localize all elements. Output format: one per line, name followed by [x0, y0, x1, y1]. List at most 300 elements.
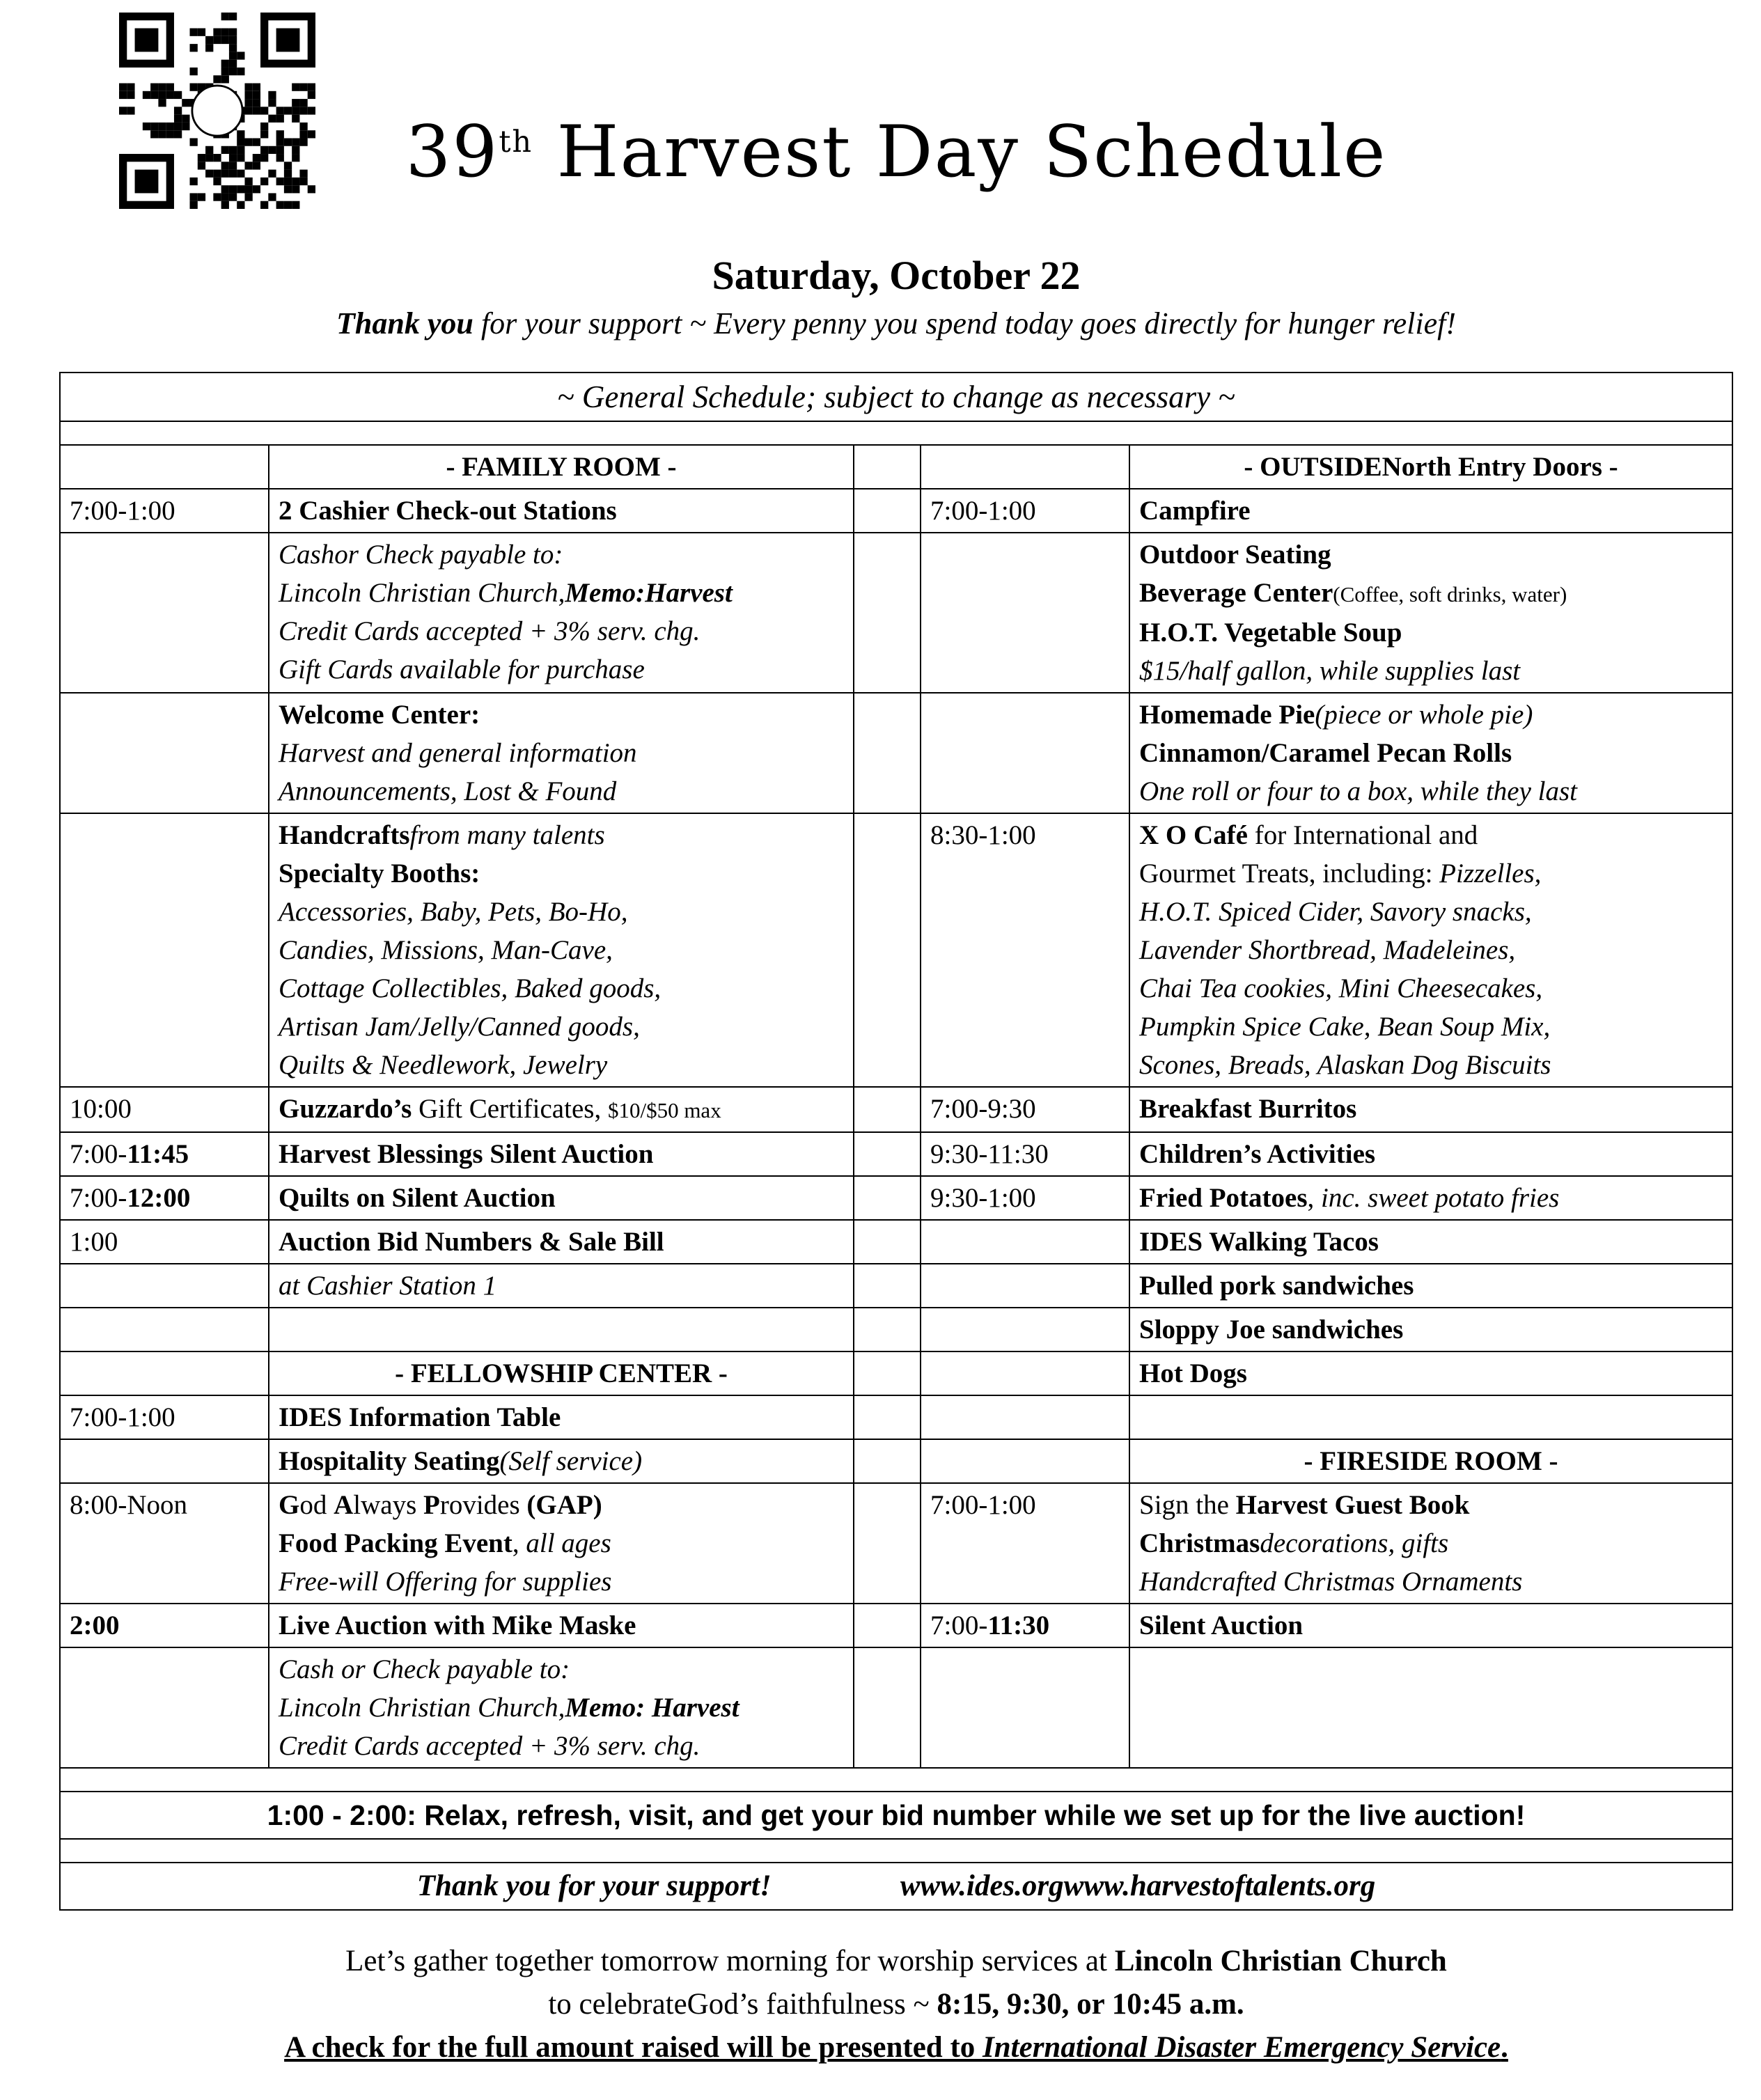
text-segment: Artisan Jam/Jelly/Canned goods, [279, 1012, 640, 1042]
content-cell-left [269, 489, 854, 533]
content-cell-left [269, 533, 854, 693]
text-line [279, 931, 844, 969]
text-segment: 11:45 [127, 1139, 189, 1169]
table-row [60, 1768, 1732, 1792]
text-segment: Christmas [1139, 1528, 1260, 1558]
text-segment: from many talents [409, 820, 605, 850]
content-cell-right [1129, 489, 1732, 533]
title-text: Harvest Day Schedule [533, 111, 1387, 194]
table-row [60, 533, 1732, 693]
text-line [1139, 613, 1723, 652]
text-segment: 9:30-11:30 [930, 1139, 1049, 1169]
text-segment: Cash or Check payable to: [279, 1654, 570, 1684]
footer-line-2 [59, 1983, 1733, 2026]
time-cell-left [60, 1439, 269, 1483]
time-cell-left [60, 1176, 269, 1220]
content-cell-right [1129, 1308, 1732, 1351]
text-line [279, 612, 844, 650]
text-segment: Sloppy Joe sandwiches [1139, 1315, 1404, 1345]
text-line [1139, 969, 1723, 1008]
spacer-cell [60, 1839, 1732, 1863]
text-segment: (Self service) [499, 1446, 643, 1476]
text-line [279, 1442, 844, 1480]
text-segment: Memo:Harvest [565, 578, 733, 608]
text-line [1139, 854, 1723, 893]
content-cell-left [269, 1264, 854, 1308]
text-segment: inc. sweet potato fries [1321, 1183, 1560, 1213]
content-cell-left [269, 1604, 854, 1647]
text-line [279, 1486, 844, 1524]
gap-cell [854, 1647, 921, 1768]
content-cell-right [1129, 1087, 1732, 1132]
content-cell-right [1129, 445, 1732, 489]
text-line [279, 1650, 844, 1688]
text-segment: Pulled pork sandwiches [1139, 1271, 1414, 1301]
text-segment: Sign the [1139, 1490, 1236, 1520]
table-row [60, 1839, 1732, 1863]
text-segment: (GAP) [526, 1490, 602, 1520]
text-segment: ~ General Schedule; subject to change as necessary ~ [557, 379, 1235, 414]
qr-code-image [119, 13, 315, 209]
text-segment: 11:30 [987, 1611, 1050, 1640]
table-row [60, 1351, 1732, 1395]
text-segment: 7:00- [70, 1139, 127, 1169]
time-cell-right [921, 1087, 1129, 1132]
text-line [279, 969, 844, 1008]
gap-cell [854, 1483, 921, 1604]
text-line [70, 1794, 1723, 1836]
event-date: Saturday, October 22 [712, 253, 1081, 298]
text-segment: Food Packing Event [279, 1528, 512, 1558]
time-cell-right [921, 1439, 1129, 1483]
text-segment: 1:00 [70, 1227, 118, 1257]
text-line [1139, 652, 1723, 690]
table-row [60, 1604, 1732, 1647]
text-line [1139, 1090, 1723, 1128]
text-segment: 2 Cashier Check-out Stations [279, 496, 617, 526]
text-line [279, 1008, 844, 1046]
time-cell-right [921, 489, 1129, 533]
text-line [279, 816, 844, 854]
text-segment: Campfire [1139, 496, 1251, 526]
text-segment: 7:00-9:30 [930, 1094, 1036, 1124]
text-line [279, 696, 844, 734]
schedule-table [59, 372, 1733, 1911]
text-segment: all ages [526, 1528, 611, 1558]
text-segment: Memo: Harvest [565, 1693, 739, 1723]
table-row [60, 1132, 1732, 1176]
gap-cell [854, 1087, 921, 1132]
text-segment: Cinnamon/Caramel Pecan Rolls [1139, 738, 1512, 768]
gap-cell [854, 1351, 921, 1395]
text-line [279, 1398, 844, 1436]
footer-line-1-bold: Lincoln Christian Church [1114, 1945, 1447, 1977]
text-line [1139, 574, 1723, 613]
text-line [1139, 1008, 1723, 1046]
text-segment: rovides [439, 1490, 527, 1520]
time-cell-right [921, 693, 1129, 813]
text-segment: Lincoln Christian Church, [279, 578, 565, 608]
time-cell-left [60, 1395, 269, 1439]
text-segment: 12:00 [127, 1183, 191, 1213]
spacer-cell [60, 1768, 1732, 1792]
text-segment: Quilts on Silent Auction [279, 1183, 556, 1213]
content-cell-left [269, 813, 854, 1087]
text-segment: Welcome Center: [279, 700, 480, 730]
text-segment: Lincoln Christian Church, [279, 1693, 565, 1723]
content-cell-left [269, 1483, 854, 1604]
text-segment: Handcrafted Christmas Ornaments [1139, 1567, 1523, 1597]
text-segment: Gift Cards available for purchase [279, 655, 645, 684]
relax-banner [60, 1792, 1732, 1839]
time-cell-right [921, 1604, 1129, 1647]
text-segment: One roll or four to a box, while they last [1139, 776, 1578, 806]
text-segment: Quilts & Needlework, Jewelry [279, 1050, 608, 1080]
footer-line-2-bold: 8:15, 9:30, or 10:45 a.m. [937, 1988, 1244, 2021]
text-segment: 7:00-1:00 [70, 496, 175, 526]
gap-cell [854, 1439, 921, 1483]
text-line [279, 1223, 844, 1261]
gap-cell [854, 489, 921, 533]
tagline-text: for your support ~ Every penny you spend today goes directly for hunger relief! [473, 306, 1456, 340]
gap-cell [854, 1395, 921, 1439]
content-cell-left [269, 1087, 854, 1132]
text-segment: 10:00 [70, 1094, 132, 1124]
text-segment: Auction Bid Numbers & Sale Bill [279, 1227, 664, 1257]
text-line [279, 1688, 844, 1727]
gap-cell [854, 533, 921, 693]
text-line [1139, 1267, 1723, 1305]
text-segment: - FAMILY ROOM - [446, 452, 677, 482]
table-row [60, 1308, 1732, 1351]
time-cell-right [921, 813, 1129, 1087]
text-line [1139, 535, 1723, 574]
table-row [60, 1264, 1732, 1308]
time-cell-right [921, 1351, 1129, 1395]
content-cell-left [269, 1308, 854, 1351]
text-segment: H.O.T. Spiced Cider, Savory snacks, [1139, 897, 1532, 927]
text-segment: Silent Auction [1139, 1611, 1304, 1640]
time-cell-left [60, 813, 269, 1087]
table-row [60, 813, 1732, 1087]
text-segment: Pumpkin Spice Cake, Bean Soup Mix, [1139, 1012, 1551, 1042]
text-segment: www.ides.orgwww.harvestoftalents.org [900, 1870, 1376, 1902]
footer [59, 1940, 1733, 2069]
text-line [1139, 1135, 1723, 1173]
gap-cell [854, 693, 921, 813]
text-segment: (Coffee, soft drinks, water) [1333, 582, 1567, 606]
time-cell-left [60, 489, 269, 533]
time-cell-left [60, 1604, 269, 1647]
footer-line-3 [59, 2026, 1733, 2069]
content-cell-right [1129, 533, 1732, 693]
general-schedule-note [60, 373, 1732, 421]
text-line [70, 1865, 1723, 1907]
text-segment: H.O.T. Vegetable Soup [1139, 618, 1402, 648]
spacer-cell [60, 421, 1732, 445]
text-segment: X O Café [1139, 820, 1248, 850]
time-cell-left [60, 1351, 269, 1395]
text-line [279, 1046, 844, 1084]
text-line [279, 1135, 844, 1173]
text-line [279, 448, 844, 486]
text-segment: (piece or whole pie) [1315, 700, 1533, 730]
text-line [1139, 931, 1723, 969]
table-row [60, 421, 1732, 445]
time-cell-right [921, 1395, 1129, 1439]
content-cell-right [1129, 1176, 1732, 1220]
time-cell-right [921, 1483, 1129, 1604]
text-segment: 7:00-1:00 [930, 1490, 1036, 1520]
text-segment: Thank you for your support! [416, 1870, 772, 1902]
text-segment: Hospitality Seating [279, 1446, 500, 1476]
thanks-banner [60, 1863, 1732, 1910]
text-segment: 8:00-Noon [70, 1490, 187, 1520]
content-cell-right [1129, 1220, 1732, 1264]
content-cell-right [1129, 1604, 1732, 1647]
text-segment: decorations, gifts [1260, 1528, 1449, 1558]
text-segment: Chai Tea cookies, Mini Cheesecakes, [1139, 973, 1543, 1003]
text-segment: Specialty Booths: [279, 859, 480, 888]
general-schedule-note [60, 373, 1732, 421]
gap-cell [854, 1604, 921, 1647]
content-cell-left [269, 1176, 854, 1220]
text-line [1139, 772, 1723, 810]
text-segment: 7:00-1:00 [930, 496, 1036, 526]
time-cell-right [921, 445, 1129, 489]
content-cell-right [1129, 1483, 1732, 1604]
text-line [279, 772, 844, 810]
text-line [1139, 1354, 1723, 1393]
footer-line-1 [59, 1940, 1733, 1983]
time-cell-left [60, 1087, 269, 1132]
footer-line-3-text: A check for the full amount raised will be presented to [284, 2031, 983, 2064]
text-segment: Cashor Check payable to: [279, 540, 563, 570]
content-cell-left [269, 1395, 854, 1439]
text-line [279, 492, 844, 530]
time-cell-left [60, 693, 269, 813]
text-segment: Children’s Activities [1139, 1139, 1376, 1169]
thanks-banner [60, 1863, 1732, 1910]
time-cell-left [60, 1483, 269, 1604]
time-cell-right [921, 1176, 1129, 1220]
text-segment: , [1307, 1183, 1322, 1213]
text-segment: for International and [1247, 820, 1478, 850]
content-cell-right [1129, 693, 1732, 813]
relax-banner [60, 1792, 1732, 1839]
time-cell-left [60, 1264, 269, 1308]
text-line [279, 1524, 844, 1562]
content-cell-left [269, 1647, 854, 1768]
text-segment: 9:30-1:00 [930, 1183, 1036, 1213]
text-segment: 8:30-1:00 [930, 820, 1036, 850]
content-cell-left [269, 693, 854, 813]
time-cell-right [921, 1308, 1129, 1351]
text-segment: A [334, 1490, 354, 1520]
text-line [1139, 492, 1723, 530]
gap-cell [854, 1264, 921, 1308]
text-segment: $10/$50 max [607, 1098, 721, 1122]
content-cell-right [1129, 1647, 1732, 1768]
table-row [60, 489, 1732, 533]
gap-cell [854, 1176, 921, 1220]
text-segment: Outdoor Seating [1139, 540, 1331, 570]
text-line [1139, 448, 1723, 486]
text-segment: 2:00 [70, 1611, 120, 1640]
text-line [1139, 734, 1723, 772]
text-segment: - FIRESIDE ROOM - [1304, 1446, 1558, 1476]
content-cell-right [1129, 813, 1732, 1087]
gap-cell [854, 445, 921, 489]
text-line [1139, 893, 1723, 931]
table-row [60, 1439, 1732, 1483]
text-line [279, 734, 844, 772]
text-line [1139, 1310, 1723, 1349]
text-segment: Homemade Pie [1139, 700, 1315, 730]
text-line [279, 893, 844, 931]
table-row [60, 1395, 1732, 1439]
text-line [279, 1267, 844, 1305]
text-segment: Credit Cards accepted + 3% serv. chg. [279, 616, 701, 646]
text-segment: , [512, 1528, 526, 1558]
text-line [1139, 1562, 1723, 1601]
text-segment: Free-will Offering for supplies [279, 1567, 612, 1597]
text-segment: od [299, 1490, 334, 1520]
table-row [60, 1483, 1732, 1604]
text-line [1139, 1179, 1723, 1217]
gap-cell [854, 1132, 921, 1176]
time-cell-left [60, 1308, 269, 1351]
text-segment: Lavender Shortbread, Madeleines, [1139, 935, 1516, 965]
text-line [279, 854, 844, 893]
text-line [1139, 1606, 1723, 1645]
content-cell-left [269, 1439, 854, 1483]
text-segment: Live Auction with Mike Maske [279, 1611, 636, 1640]
content-cell-right [1129, 1264, 1732, 1308]
text-segment: Cottage Collectibles, Baked goods, [279, 973, 662, 1003]
text-segment: lways [353, 1490, 424, 1520]
title-number: 39 [405, 111, 499, 194]
table-row [60, 445, 1732, 489]
text-segment: - FELLOWSHIP CENTER - [395, 1358, 728, 1388]
footer-line-2-text: to celebrateGod’s faithfulness ~ [548, 1988, 937, 2021]
text-segment: Harvest and general information [279, 738, 637, 768]
table-row [60, 1176, 1732, 1220]
header [59, 10, 1733, 241]
content-cell-right [1129, 1132, 1732, 1176]
text-segment: 7:00- [930, 1611, 988, 1640]
text-segment: Gift Certificates, [412, 1094, 608, 1124]
text-segment: Fried Potatoes [1139, 1183, 1308, 1213]
tagline-emphasis: Thank you [336, 306, 473, 340]
table-row [60, 1087, 1732, 1132]
table-row [60, 1220, 1732, 1264]
time-cell-left [60, 445, 269, 489]
text-line [1139, 1486, 1723, 1524]
time-cell-right [921, 1132, 1129, 1176]
time-cell-left [60, 1220, 269, 1264]
text-segment: Pizzelles, [1439, 859, 1542, 888]
text-segment: IDES Information Table [279, 1402, 561, 1432]
text-line [279, 1090, 844, 1129]
text-line [279, 535, 844, 574]
text-line [279, 1727, 844, 1765]
text-segment: - OUTSIDENorth Entry Doors - [1244, 452, 1618, 482]
text-line [70, 375, 1723, 418]
content-cell-left [269, 1132, 854, 1176]
text-line [279, 1179, 844, 1217]
text-line [279, 1354, 844, 1393]
text-segment: Candies, Missions, Man-Cave, [279, 935, 613, 965]
text-line [1139, 816, 1723, 854]
text-segment: IDES Walking Tacos [1139, 1227, 1379, 1257]
text-line [1139, 1223, 1723, 1261]
qr-code [119, 13, 315, 209]
footer-line-3-end: . [1501, 2031, 1508, 2064]
text-line [279, 650, 844, 689]
gap-cell [854, 1308, 921, 1351]
content-cell-left [269, 1351, 854, 1395]
text-line [1139, 1442, 1723, 1480]
text-segment: Handcrafts [279, 820, 410, 850]
text-line [279, 574, 844, 612]
text-segment: Credit Cards accepted + 3% serv. chg. [279, 1731, 701, 1761]
footer-line-1-text: Let’s gather together tomorrow morning for worship services at [345, 1945, 1115, 1977]
text-line [1139, 1046, 1723, 1084]
time-cell-right [921, 1264, 1129, 1308]
content-cell-right [1129, 1351, 1732, 1395]
text-segment: Accessories, Baby, Pets, Bo-Ho, [279, 897, 628, 927]
content-cell-left [269, 1220, 854, 1264]
text-line [279, 1606, 844, 1645]
text-segment: $15/half gallon, while supplies last [1139, 656, 1521, 686]
content-cell-right [1129, 1395, 1732, 1439]
time-cell-left [60, 533, 269, 693]
time-cell-left [60, 1647, 269, 1768]
gap-cell [854, 1220, 921, 1264]
title-ordinal: th [499, 125, 533, 159]
text-line [1139, 1524, 1723, 1562]
text-segment: G [279, 1490, 300, 1520]
time-cell-left [60, 1132, 269, 1176]
text-segment: P [423, 1490, 440, 1520]
content-cell-left [269, 445, 854, 489]
table-row [60, 693, 1732, 813]
text-line [1139, 696, 1723, 734]
text-segment: Beverage Center [1139, 578, 1333, 608]
text-segment: Harvest Guest Book [1235, 1490, 1470, 1520]
text-segment: 7:00-1:00 [70, 1402, 175, 1432]
text-line [279, 1562, 844, 1601]
table-row [60, 1647, 1732, 1768]
text-segment: Hot Dogs [1139, 1358, 1247, 1388]
content-cell-right [1129, 1439, 1732, 1483]
text-segment: 1:00 - 2:00: Relax, refresh, visit, and get your bid number while we set up for the live auction! [267, 1799, 1526, 1831]
time-cell-right [921, 533, 1129, 693]
footer-line-3-org: International Disaster Emergency Service [983, 2031, 1501, 2064]
text-segment: Gourmet Treats, including: [1139, 859, 1440, 888]
text-segment: Announcements, Lost & Found [279, 776, 617, 806]
text-segment: Harvest Blessings Silent Auction [279, 1139, 654, 1169]
qr-center-logo [192, 86, 242, 136]
text-segment: Scones, Breads, Alaskan Dog Biscuits [1139, 1050, 1551, 1080]
text-segment: at Cashier Station 1 [279, 1271, 497, 1301]
text-segment: Guzzardo’s [279, 1094, 412, 1124]
time-cell-right [921, 1647, 1129, 1768]
tagline [59, 306, 1733, 341]
text-segment: 7:00- [70, 1183, 127, 1213]
time-cell-right [921, 1220, 1129, 1264]
